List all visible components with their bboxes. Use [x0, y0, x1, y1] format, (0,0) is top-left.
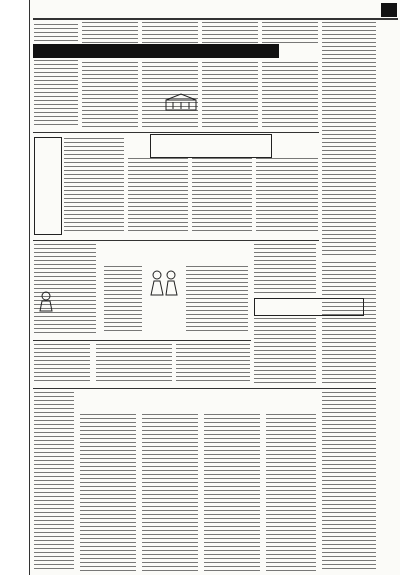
column-tag-box: [34, 137, 62, 235]
body-block-e: [64, 138, 124, 234]
section-rule-1: [33, 132, 319, 133]
feature-box: [150, 134, 272, 158]
left-promo-strip: [0, 0, 30, 575]
kid-illustration: [36, 290, 56, 312]
body-block-m: [254, 318, 316, 386]
body-block-g: [192, 158, 252, 234]
main-headline-banner: [33, 44, 279, 58]
section-rule-2: [33, 240, 319, 241]
right-column-headline: [380, 30, 398, 260]
body-block-p: [96, 344, 172, 384]
feature-headline: [151, 138, 271, 154]
body-column-5: [262, 22, 318, 44]
beijing-headline: [104, 246, 244, 262]
masthead-section: [316, 2, 376, 18]
section-rule-3: [33, 340, 251, 341]
body-column-1: [34, 24, 78, 128]
body-block-c: [202, 62, 258, 130]
body-column-4: [202, 22, 258, 44]
page-number: [381, 3, 397, 17]
body-block-w: [322, 392, 376, 572]
body-block-k: [186, 266, 248, 334]
body-block-a: [82, 62, 138, 130]
body-block-u: [204, 414, 260, 572]
body-block-o: [34, 344, 90, 384]
section-rule-4: [33, 388, 376, 389]
masthead-logo: [163, 3, 227, 17]
wedding-couple-illustration: [146, 268, 182, 296]
body-block-v: [266, 414, 316, 572]
building-illustration: [165, 93, 197, 111]
body-block-n: [322, 262, 376, 386]
column-tag: [38, 142, 58, 230]
main-headline: [33, 44, 279, 58]
masthead-date: [33, 3, 153, 15]
body-block-q: [176, 344, 250, 384]
body-block-r: [34, 392, 74, 572]
body-block-s: [80, 414, 136, 572]
body-block-j: [104, 266, 142, 334]
body-column-2: [82, 22, 138, 44]
body-column-3: [142, 22, 198, 44]
body-block-l: [254, 244, 316, 294]
body-block-d: [262, 62, 318, 130]
body-block-h: [256, 158, 318, 234]
body-block-f: [128, 158, 188, 234]
bottom-headline: [80, 391, 320, 411]
body-column-6: [322, 22, 376, 258]
body-block-t: [142, 414, 198, 572]
masthead-rule: [33, 18, 398, 20]
